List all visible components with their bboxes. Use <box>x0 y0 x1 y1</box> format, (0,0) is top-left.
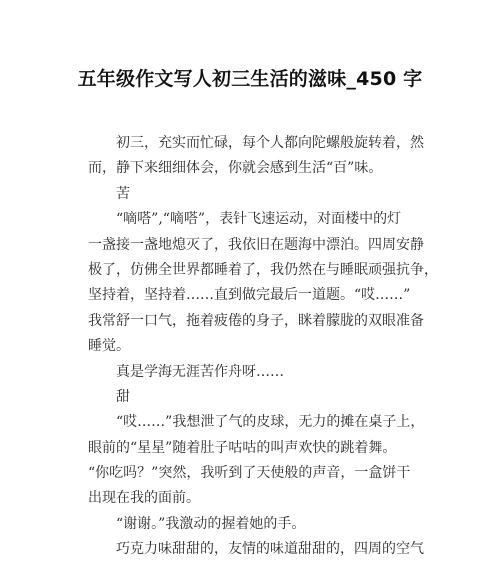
section-heading-sweet: 甜 <box>116 388 130 405</box>
paragraph-line: 一盏接一盏地熄灭了，我依旧在题海中漂泊。四周安静 <box>88 236 424 253</box>
paragraph-line: “哎……”我想泄了气的皮球，无力的摊在桌子上， <box>116 414 425 431</box>
paragraph-line: 我常舒一口气，拖着疲倦的身子，眯着朦胧的双眼准备 <box>88 312 424 329</box>
paragraph-line: 真是学海无涯苦作舟呀…… <box>116 363 284 380</box>
paragraph-line: 出现在我的面前。 <box>88 490 200 507</box>
paragraph-line: 眼前的“星星”随着肚子咕咕的叫声欢快的跳着舞。 <box>88 439 397 456</box>
section-heading-bitter: 苦 <box>116 185 130 202</box>
paragraph-line: 睡觉。 <box>88 338 130 355</box>
paragraph-line: 坚持着，坚持着……直到做完最后一道题。“哎……” <box>88 287 411 304</box>
paragraph-line: 巧克力味甜甜的，友情的味道甜甜的，四周的空气 <box>116 541 424 558</box>
paragraph-line: 而，静下来细细体会，你就会感到生活“百”味。 <box>88 160 383 177</box>
document-body <box>88 131 438 563</box>
paragraph-line: 初三，充实而忙碌，每个人都向陀螺般旋转着，然 <box>116 135 424 151</box>
paragraph-line: 极了，仿佛全世界都睡着了，我仍然在与睡眠顽强抗争， <box>88 261 438 278</box>
paragraph-line: “谢谢。”我激动的握着她的手。 <box>116 515 306 532</box>
document-title: 五年级作文写人初三生活的滋味_450 字 <box>77 68 423 90</box>
paragraph-line: “你吃吗？”突然，我听到了天使般的声音，一盒饼干 <box>88 465 411 482</box>
paragraph-line: “嘀嗒”,“嘀嗒”，表针飞速运动，对面楼中的灯 <box>116 211 402 228</box>
